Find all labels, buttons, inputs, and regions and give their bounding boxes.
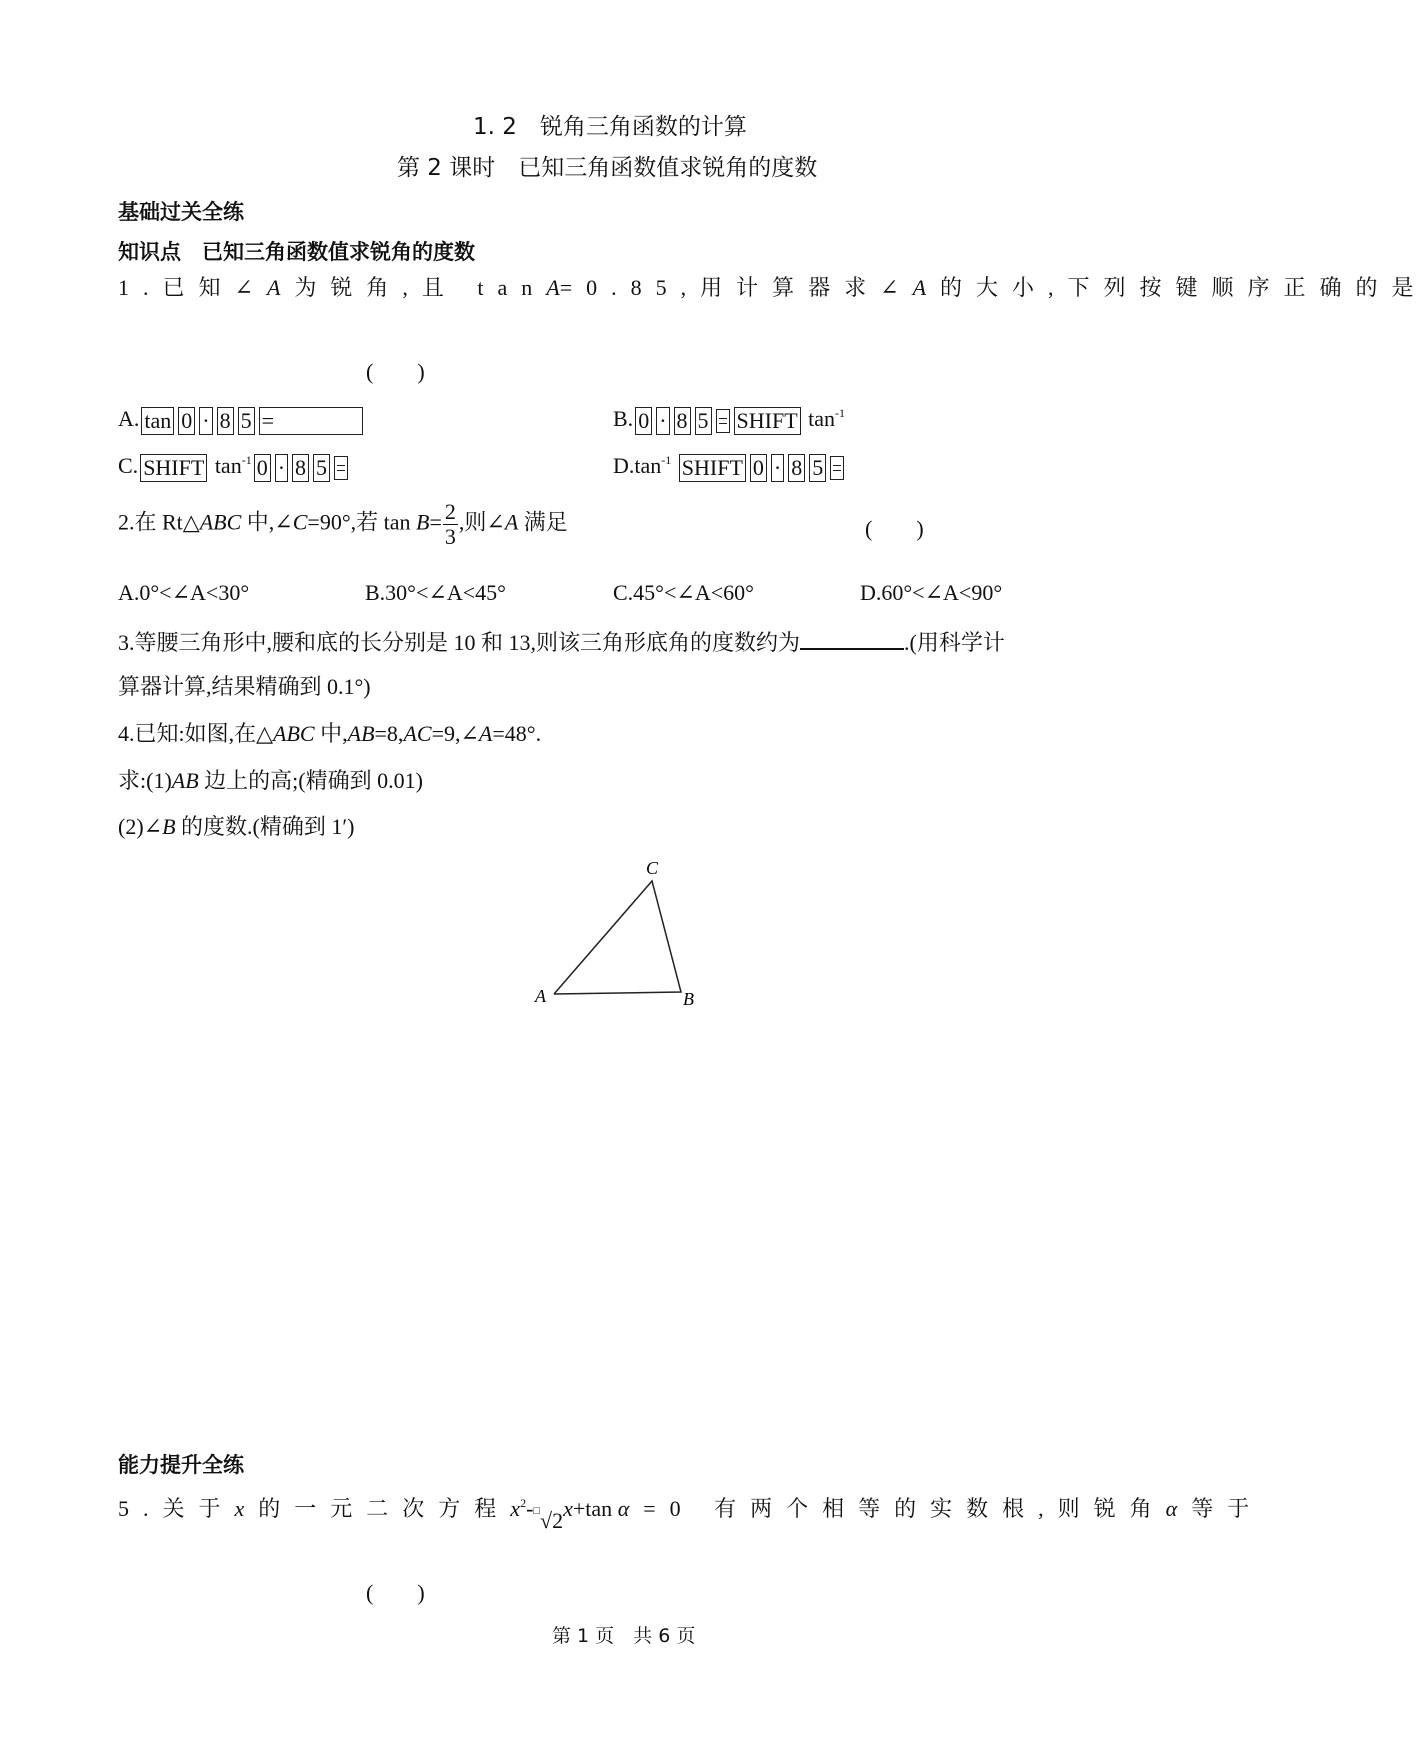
key-shift: SHIFT bbox=[140, 454, 207, 482]
title-main: 1. 2 锐角三角函数的计算 bbox=[473, 114, 747, 140]
vertex-label-a: A bbox=[535, 986, 546, 1006]
q1-option-a: A. tan 0 · 8 5 = bbox=[118, 404, 365, 435]
key-shift: SHIFT bbox=[734, 407, 801, 435]
title-sub: 第 2 课时 已知三角函数值求锐角的度数 bbox=[397, 155, 818, 181]
triangle-figure bbox=[530, 855, 710, 1015]
section-basic: 基础过关全练 bbox=[118, 200, 244, 224]
key-tan: tan bbox=[141, 407, 174, 435]
sqrt-two: √2 bbox=[540, 1508, 564, 1533]
q2-stem: 2.在 Rt△ABC 中,∠C=90°,若 tan B= $\frac{2}{3}$ ,则∠A 满足 bbox=[118, 499, 568, 549]
q5-answer-paren: ( ) bbox=[366, 1580, 425, 1605]
q2-option-d: D.60°<∠A<90° bbox=[860, 580, 1003, 605]
key-shift: SHIFT bbox=[679, 454, 746, 482]
missing-glyph-box: □ bbox=[533, 1505, 541, 1517]
q2-answer-paren: ( ) bbox=[865, 516, 924, 541]
key-equals bbox=[830, 456, 844, 480]
q3-line1: 3.等腰三角形中,腰和底的长分别是 10 和 13,则该三角形底角的度数约为 .(用科学计 bbox=[118, 626, 1005, 658]
fraction-two-thirds: $\frac{2}{3}$ bbox=[444, 499, 456, 549]
q1-answer-paren: ( ) bbox=[366, 359, 425, 384]
q2-option-a: A.0°<∠A<30° bbox=[118, 580, 250, 605]
q1-option-d: $D.\tan^{-1}$ SHIFT 0 · 8 5 bbox=[613, 451, 846, 482]
q4-line1: 4.已知:如图,在△ABC 中,AB=8,AC=9,∠A=48°. bbox=[118, 721, 542, 746]
q3-line2: 算器计算,结果精确到 0.1°) bbox=[118, 674, 371, 699]
q4-line2: 求:(1)AB 边上的高;(精确到 0.01) bbox=[118, 768, 423, 793]
q1-stem: 1.已知∠A为锐角,且 tanA=0.85,用计算器求∠A的大小,下列按键顺序正确的是 bbox=[118, 275, 1428, 300]
key-equals bbox=[716, 409, 730, 433]
q2-option-b: B.30°<∠A<45° bbox=[365, 580, 506, 605]
triangle-abc bbox=[554, 881, 681, 994]
knowledge-point: 知识点 已知三角函数值求锐角的度数 bbox=[118, 240, 475, 264]
key-equals bbox=[334, 456, 348, 480]
key-equals-wide: = bbox=[259, 407, 363, 435]
q4-line3: (2)∠B 的度数.(精确到 1′) bbox=[118, 814, 355, 839]
page-footer: 第 1 页 共 6 页 bbox=[552, 1625, 696, 1647]
q5-stem: 5.关于x的一元二次方程$x^2-□√2x+\tan$ α=0 有两个相等的实数根,则锐角α等于 bbox=[118, 1496, 1264, 1533]
q2-option-c: C.45°<∠A<60° bbox=[613, 580, 754, 605]
answer-blank bbox=[800, 626, 904, 650]
section-ability: 能力提升全练 bbox=[118, 1453, 244, 1477]
vertex-label-b: B bbox=[683, 989, 694, 1009]
vertex-label-c: C bbox=[646, 858, 659, 878]
q1-option-b: B. 0 · 8 5 SHIFT $\tan^{-1}$ bbox=[613, 406, 846, 433]
q1-option-c: C. SHIFT $\tan^{-1} 0 \cdot 8$ 5 bbox=[118, 451, 350, 482]
